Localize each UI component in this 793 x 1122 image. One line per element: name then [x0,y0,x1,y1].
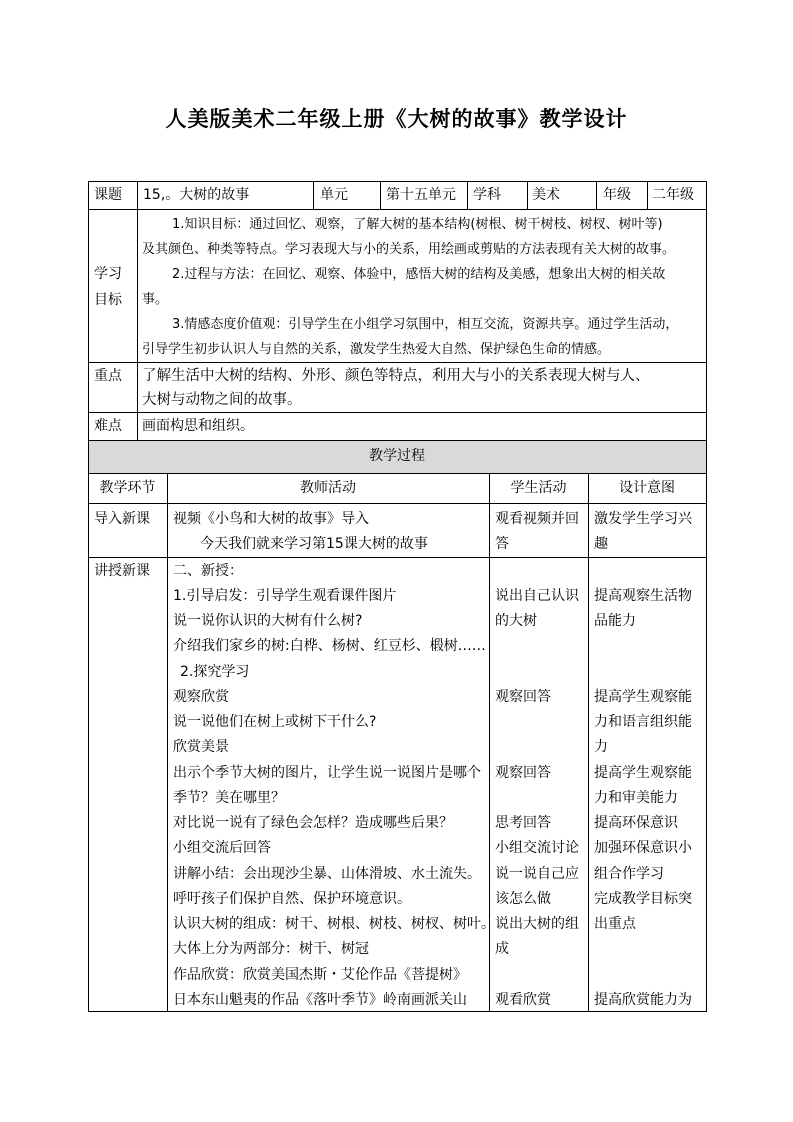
table-border [88,362,707,363]
table-border [527,181,528,209]
lesson-student-line: 观察回答 [495,765,551,781]
difficulty-text: 画面构思和组织。 [142,418,254,434]
lesson-teacher-line: 季节？美在哪里？ [173,790,285,806]
table-border [88,1011,707,1012]
lesson-intent-line: 提高环保意识 [594,815,678,831]
lesson-teacher-line: 说一说他们在树上或树下干什么? [173,714,377,730]
lesson-teacher-line: 欣赏美景 [173,739,229,755]
lesson-teacher-line: 介绍我们家乡的树:白桦、杨树、红豆杉、椴树…… [173,638,486,654]
goal-line: 2.过程与方法：在回忆、观察、体验中，感悟大树的结构及美感，想象出大树的相关故 [172,267,666,282]
intro-teacher-line: 今天我们就来学习第15课大树的故事 [200,536,428,552]
difficulty-label: 难点 [94,418,122,434]
intro-stage: 导入新课 [94,511,150,527]
lesson-intent-line: 提高观察生活物 [594,588,692,604]
table-border [88,440,707,441]
intro-teacher-line: 视频《小鸟和大树的故事》导入 [173,511,369,527]
lesson-student-line: 说出大树的组 [495,916,579,932]
lesson-student-line: 成 [495,941,509,957]
column-header-stage: 教学环节 [99,480,156,496]
lesson-teacher-line: 出示个季节大树的图片，让学生说一说图片是哪个 [173,765,481,781]
column-header-student: 学生活动 [510,480,567,496]
table-border [137,209,138,440]
table-border [88,181,89,1012]
table-border [137,181,138,209]
lesson-intent-line: 提高学生观察能 [594,689,692,705]
lesson-intent-line: 加强环保意识小 [594,840,692,856]
column-header-intent: 设计意图 [619,480,675,496]
subject-label: 学科 [473,187,501,203]
lesson-student-line: 观察回答 [495,689,551,705]
lesson-teacher-line: 对比说一说有了绿色会怎样？造成哪些后果？ [173,815,453,831]
course-value: 15,。大树的故事 [143,187,250,203]
goal-line: 及其颜色、种类等特点。学习表现大与小的关系，用绘画或剪贴的方法表现有关大树的故事。 [142,242,676,257]
table-border [467,181,468,209]
table-border [88,181,707,182]
lesson-stage: 讲授新课 [94,563,150,579]
goals-label: 目标 [94,292,122,308]
lesson-teacher-line: 二、新授： [173,563,243,579]
lesson-intent-line: 完成教学目标突 [594,891,692,907]
lesson-intent-line: 力 [594,739,608,755]
table-border [647,181,648,209]
document-title: 人美版美术二年级上册《大树的故事》教学设计 [165,106,628,131]
lesson-teacher-line: 2.探究学习 [180,664,250,680]
lesson-teacher-line: 小组交流后回答 [173,840,271,856]
table-border [596,181,597,209]
intro-student-line: 答 [495,536,509,552]
lesson-teacher-line: 认识大树的组成：树干、树根、树枝、树杈、树叶。 [173,916,495,932]
subject-value: 美术 [532,187,560,203]
column-header-teacher: 教师活动 [300,480,356,496]
unit-value: 第十五单元 [386,187,456,203]
lesson-student-line: 说出自己认识 [495,588,579,604]
lesson-teacher-line: 讲解小结：会出现沙尘暴、山体滑坡、水土流失。 [173,866,481,882]
lesson-teacher-line: 呼吁孩子们保护自然、保护环境意识。 [173,891,411,907]
intro-intent-line: 趣 [594,536,608,552]
table-border [706,181,707,1012]
goal-line: 1.知识目标：通过回忆、观察，了解大树的基本结构(树根、树干树枝、树杈、树叶等) [172,217,663,232]
key-points-label: 重点 [94,368,122,384]
lesson-intent-line: 力和语言组织能 [594,714,692,730]
lesson-teacher-line: 观察欣赏 [173,689,229,705]
course-label: 课题 [94,187,122,203]
lesson-student-line: 观看欣赏 [495,992,551,1008]
table-border [588,473,589,1011]
table-border [88,557,707,558]
lesson-teacher-line: 大体上分为两部分：树干、树冠 [173,941,369,957]
lesson-student-line: 说一说自己应 [495,866,579,882]
table-border [88,503,707,504]
goal-line: 3.情感态度价值观：引导学生在小组学习氛围中，相互交流，资源共享。通过学生活动， [172,317,679,332]
lesson-intent-line: 出重点 [594,916,636,932]
table-border [88,209,707,210]
lesson-teacher-line: 日本东山魁夷的作品《落叶季节》岭南画派关山 [173,992,467,1008]
lesson-intent-line: 组合作学习 [594,866,664,882]
table-border [88,473,707,474]
lesson-teacher-line: 作品欣赏：欣赏美国杰斯・艾伦作品《菩提树》 [173,967,467,983]
intro-student-line: 观看视频并回 [495,511,579,527]
unit-label: 单元 [320,187,348,203]
lesson-intent-line: 提高学生观察能 [594,765,692,781]
grade-label: 年级 [603,187,631,203]
goals-label: 学习 [94,266,122,282]
goal-line: 引导学生初步认识人与自然的关系，激发学生热爱大自然、保护绿色生命的情感。 [142,342,611,357]
lesson-intent-line: 力和审美能力 [594,790,678,806]
process-header: 教学过程 [369,448,425,464]
lesson-student-line: 思考回答 [495,815,551,831]
lesson-teacher-line: 1.引导启发：引导学生观看课件图片 [173,588,397,604]
lesson-teacher-line: 说一说你认识的大树有什么树? [173,613,363,629]
lesson-intent-line: 品能力 [594,613,636,629]
lesson-intent-line: 提高欣赏能力为 [594,992,692,1008]
key-points-line: 大树与动物之间的故事。 [142,392,302,408]
intro-intent-line: 激发学生学习兴 [594,511,692,527]
table-border [313,181,314,209]
lesson-student-line: 的大树 [495,613,537,629]
table-border [167,473,168,1011]
table-border [88,412,707,413]
table-border [380,181,381,209]
key-points-line: 了解生活中大树的结构、外形、颜色等特点，利用大与小的关系表现大树与人、 [142,368,650,384]
lesson-student-line: 该怎么做 [495,891,551,907]
goal-line: 事。 [142,292,169,307]
lesson-student-line: 小组交流讨论 [495,840,579,856]
grade-value: 二年级 [652,187,694,203]
